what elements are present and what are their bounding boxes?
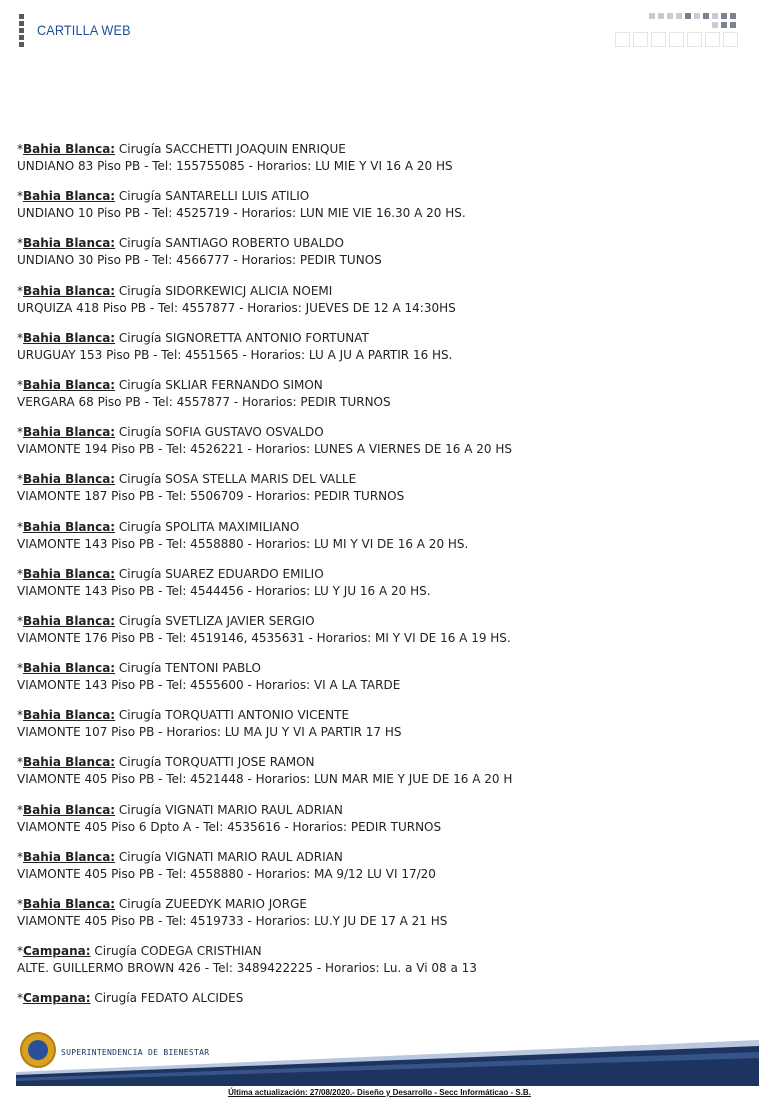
page-title: CARTILLA WEB	[37, 22, 131, 38]
entry-specialty-name: Cirugía SOFIA GUSTAVO OSVALDO	[115, 425, 324, 440]
list-item	[17, 802, 752, 849]
entry-heading: *Bahia Blanca: Cirugía SPOLITA MAXIMILIANO	[17, 519, 300, 534]
list-item	[17, 377, 752, 424]
entry-heading: *Bahia Blanca: Cirugía VIGNATI MARIO RAUL ADRIAN	[17, 802, 343, 817]
list-item	[17, 141, 752, 188]
listing	[17, 141, 752, 1038]
list-item	[17, 896, 752, 943]
entry-address: UNDIANO 10 Piso PB - Tel: 4525719 - Horarios: LUN MIE VIE 16.30 A 20 HS.	[17, 206, 466, 221]
entry-address: ALTE. GUILLERMO BROWN 426 - Tel: 3489422225 - Horarios: Lu. a Vi 08 a 13	[17, 961, 477, 976]
entry-city: Campana:	[23, 991, 91, 1006]
entry-city: Bahia Blanca:	[23, 283, 116, 298]
entry-heading: *Bahia Blanca: Cirugía ZUEEDYK MARIO JORGE	[17, 897, 307, 911]
list-item	[17, 849, 752, 896]
list-item	[17, 519, 752, 566]
list-item	[17, 471, 752, 518]
entry-specialty-name: Cirugía TENTONI PABLO	[115, 661, 261, 676]
entry-specialty-name: Cirugía SIGNORETTA ANTONIO FORTUNAT	[115, 330, 369, 345]
entry-city: Bahia Blanca:	[23, 755, 116, 770]
entry-address: VIAMONTE 405 Piso 6 Dpto A - Tel: 4535616 - Horarios: PEDIR TURNOS	[17, 819, 442, 834]
header-bar-icon	[19, 21, 24, 26]
entry-city: Bahia Blanca:	[23, 661, 116, 676]
entry-heading: *Bahia Blanca: Cirugía SOFIA GUSTAVO OSVALDO	[17, 425, 324, 440]
entry-heading: *Bahia Blanca: Cirugía TENTONI PABLO	[17, 661, 261, 676]
entry-heading: *Bahia Blanca: Cirugía SIGNORETTA ANTONIO FORTUNAT	[17, 330, 369, 345]
entry-heading: *Bahia Blanca: Cirugía VIGNATI MARIO RAUL ADRIAN	[17, 849, 343, 864]
entry-heading: *Campana: Cirugía FEDATO ALCIDES	[17, 991, 244, 1006]
entry-address: VIAMONTE 176 Piso PB - Tel: 4519146, 4535631 - Horarios: MI Y VI DE 16 A 19 HS.	[17, 630, 511, 645]
entry-specialty-name: Cirugía SACCHETTI JOAQUIN ENRIQUE	[115, 142, 346, 156]
entry-address: VIAMONTE 187 Piso PB - Tel: 5506709 - Horarios: PEDIR TURNOS	[17, 489, 405, 504]
entry-specialty-name: Cirugía SIDORKEWICJ ALICIA NOEMI	[115, 283, 333, 298]
entry-heading: *Bahia Blanca: Cirugía TORQUATTI ANTONIO VICENTE	[17, 708, 350, 723]
header-bar-icon	[19, 14, 24, 19]
entry-specialty-name: Cirugía TORQUATTI ANTONIO VICENTE	[115, 708, 350, 723]
entry-city: Campana:	[23, 944, 91, 959]
entry-city: Bahia Blanca:	[23, 377, 116, 392]
entry-heading: *Bahia Blanca: Cirugía SKLIAR FERNANDO SIMON	[17, 377, 323, 392]
entry-city: Bahia Blanca:	[23, 236, 116, 251]
entry-address: VERGARA 68 Piso PB - Tel: 4557877 - Horarios: PEDIR TURNOS	[17, 394, 391, 409]
entry-address: URQUIZA 418 Piso PB - Tel: 4557877 - Horarios: JUEVES DE 12 A 14:30HS	[17, 300, 456, 315]
entry-specialty-name: Cirugía VIGNATI MARIO RAUL ADRIAN	[115, 849, 343, 864]
header-bar-icon	[19, 28, 24, 33]
header-bar-icon	[19, 35, 24, 40]
page-header	[0, 0, 759, 60]
entry-specialty-name: Cirugía SANTIAGO ROBERTO UBALDO	[115, 236, 344, 251]
entry-specialty-name: Cirugía CODEGA CRISTHIAN	[90, 944, 262, 959]
entry-city: Bahia Blanca:	[23, 142, 116, 156]
entry-specialty-name: Cirugía SKLIAR FERNANDO SIMON	[115, 377, 323, 392]
entry-specialty-name: Cirugía SANTARELLI LUIS ATILIO	[115, 189, 310, 204]
entry-address: VIAMONTE 143 Piso PB - Tel: 4558880 - Horarios: LU MI Y VI DE 16 A 20 HS.	[17, 536, 469, 551]
entry-heading: *Bahia Blanca: Cirugía SANTARELLI LUIS ATILIO	[17, 189, 310, 204]
list-item	[17, 707, 752, 754]
list-item	[17, 943, 752, 990]
entry-specialty-name: Cirugía ZUEEDYK MARIO JORGE	[115, 897, 307, 911]
entry-address: VIAMONTE 143 Piso PB - Tel: 4555600 - Horarios: VI A LA TARDE	[17, 678, 401, 693]
list-item	[17, 424, 752, 471]
entry-address: VIAMONTE 107 Piso PB - Horarios: LU MA JU Y VI A PARTIR 17 HS	[17, 725, 402, 740]
header-bar-icon	[19, 42, 24, 47]
entry-specialty-name: Cirugía SUAREZ EDUARDO EMILIO	[115, 566, 324, 581]
entry-specialty-name: Cirugía VIGNATI MARIO RAUL ADRIAN	[115, 802, 343, 817]
entry-city: Bahia Blanca:	[23, 189, 116, 204]
entry-city: Bahia Blanca:	[23, 425, 116, 440]
entry-address: VIAMONTE 405 Piso PB - Tel: 4519733 - Horarios: LU.Y JU DE 17 A 21 HS	[17, 914, 448, 928]
entry-city: Bahia Blanca:	[23, 849, 116, 864]
entry-address: VIAMONTE 405 Piso PB - Tel: 4558880 - Horarios: MA 9/12 LU VI 17/20	[17, 866, 436, 881]
list-item	[17, 660, 752, 707]
entry-city: Bahia Blanca:	[23, 330, 116, 345]
entry-city: Bahia Blanca:	[23, 613, 116, 628]
entry-address: VIAMONTE 194 Piso PB - Tel: 4526221 - Horarios: LUNES A VIERNES DE 16 A 20 HS	[17, 442, 512, 457]
list-item	[17, 188, 752, 235]
entry-heading: *Bahia Blanca: Cirugía SANTIAGO ROBERTO UBALDO	[17, 236, 344, 251]
page-footer	[0, 1026, 759, 1101]
entry-city: Bahia Blanca:	[23, 519, 116, 534]
entry-address: VIAMONTE 143 Piso PB - Tel: 4544456 - Horarios: LU Y JU 16 A 20 HS.	[17, 583, 431, 598]
entry-city: Bahia Blanca:	[23, 897, 116, 911]
entry-specialty-name: Cirugía TORQUATTI JOSE RAMON	[115, 755, 315, 770]
entry-city: Bahia Blanca:	[23, 708, 116, 723]
entry-specialty-name: Cirugía FEDATO ALCIDES	[90, 991, 244, 1006]
entry-heading: *Bahia Blanca: Cirugía TORQUATTI JOSE RAMON	[17, 755, 315, 770]
entry-heading: *Bahia Blanca: Cirugía SUAREZ EDUARDO EMILIO	[17, 566, 324, 581]
entry-address: VIAMONTE 405 Piso PB - Tel: 4521448 - Horarios: LUN MAR MIE Y JUE DE 16 A 20 H	[17, 772, 513, 787]
header-decoration-icon	[615, 12, 737, 48]
entry-city: Bahia Blanca:	[23, 566, 116, 581]
list-item	[17, 330, 752, 377]
institution-seal-icon	[20, 1032, 56, 1068]
list-item	[17, 566, 752, 613]
last-update-note: Última actualización: 27/08/2020.- Diseño y Desarrollo - Secc Informáticao - S.B.	[228, 1088, 531, 1097]
entry-heading: *Bahia Blanca: Cirugía SACCHETTI JOAQUIN ENRIQUE	[17, 142, 346, 156]
entry-city: Bahia Blanca:	[23, 472, 116, 487]
list-item	[17, 754, 752, 801]
entry-specialty-name: Cirugía SVETLIZA JAVIER SERGIO	[115, 613, 315, 628]
org-name: SUPERINTENDENCIA DE BIENESTAR	[61, 1048, 210, 1057]
entry-heading: *Bahia Blanca: Cirugía SOSA STELLA MARIS DEL VALLE	[17, 472, 357, 487]
entry-heading: *Campana: Cirugía CODEGA CRISTHIAN	[17, 944, 262, 959]
entry-address: UNDIANO 83 Piso PB - Tel: 155755085 - Horarios: LU MIE Y VI 16 A 20 HS	[17, 159, 453, 173]
entry-specialty-name: Cirugía SPOLITA MAXIMILIANO	[115, 519, 300, 534]
list-item	[17, 235, 752, 282]
list-item	[17, 613, 752, 660]
entry-address: UNDIANO 30 Piso PB - Tel: 4566777 - Horarios: PEDIR TUNOS	[17, 253, 382, 268]
list-item	[17, 283, 752, 330]
entry-heading: *Bahia Blanca: Cirugía SVETLIZA JAVIER SERGIO	[17, 613, 315, 628]
entry-city: Bahia Blanca:	[23, 802, 116, 817]
entry-address: URUGUAY 153 Piso PB - Tel: 4551565 - Horarios: LU A JU A PARTIR 16 HS.	[17, 347, 453, 362]
entry-specialty-name: Cirugía SOSA STELLA MARIS DEL VALLE	[115, 472, 357, 487]
entry-heading: *Bahia Blanca: Cirugía SIDORKEWICJ ALICIA NOEMI	[17, 283, 333, 298]
